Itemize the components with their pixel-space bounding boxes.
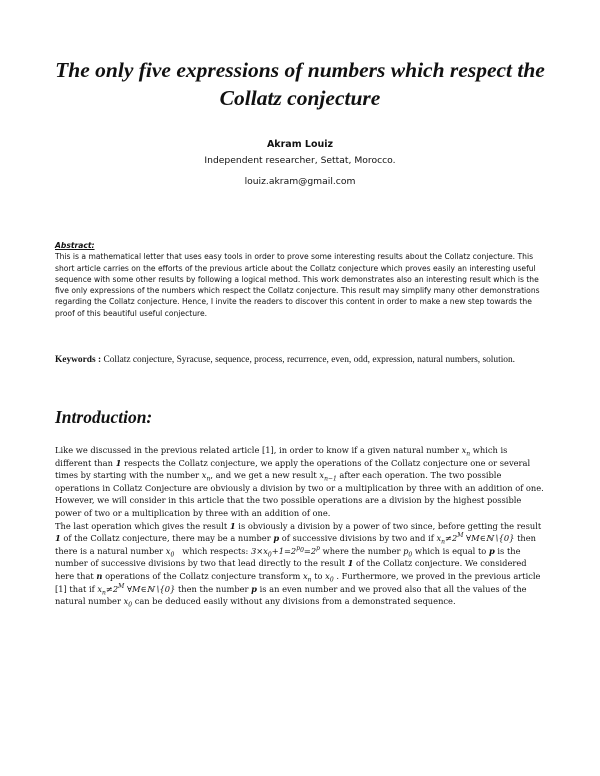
math-p-zero: $p_0$ (403, 545, 413, 559)
intro-paragraph-2 (55, 520, 545, 608)
introduction-heading: Introduction: (55, 407, 153, 427)
text-segment: where the number (322, 545, 401, 556)
text-segment: of the Collatz conjecture. We considered here that (55, 558, 527, 581)
text-segment: an addition of one. (251, 507, 331, 518)
text-segment: then there is a natural number (55, 533, 536, 556)
math-n: n (96, 570, 103, 581)
abstract (55, 240, 545, 319)
math-x-zero: $x_0$ (165, 545, 175, 559)
intro-paragraph-1 (55, 444, 545, 520)
math-one: 1 (347, 558, 354, 569)
math-x-zero: $x_0$ (325, 570, 334, 584)
abstract-text: This is a mathematical letter that uses easy tools in order to prove some interesting results about the Collatz conjecture. This short article carries on the efforts of the previous article about the Collatz conjecture which proves easily an interesting useful sequence with some other results by following a logical method. This work demonstrates also an interesting result which is the five only expressions of the numbers which respect the Collatz conjecture. This result may simplify many other demonstrations regarding the Collatz conjecture. Hence, I invite the readers to discover this content in order to make a new step towards the proof of this beautiful useful conjecture. (55, 252, 540, 318)
math-one: 1 (229, 520, 236, 531)
keywords-text: Collatz conjecture, Syracuse, sequence, process, recurrence, even, odd, expression, natural numbers, solution. (103, 355, 516, 365)
text-segment: respects the Collatz conjecture, we apply the operations of the Collatz (124, 457, 421, 468)
text-segment: operations of the Collatz conjecture (105, 570, 256, 581)
keywords-label: Keywords : (55, 355, 102, 365)
math-x-n: $x_n$ (302, 570, 312, 584)
author-affiliation: Independent researcher, Settat, Morocco. (204, 155, 396, 166)
math-x-n: $x_n$ (461, 445, 471, 458)
text-segment: getting the result (467, 520, 542, 531)
text-segment: to the result (293, 558, 345, 569)
author-block (100, 137, 500, 189)
text-segment: transform (258, 570, 301, 581)
math-p: p (251, 583, 257, 594)
text-segment: is the number of successive divisions by two that lead directly (55, 545, 521, 569)
text-segment: is obviously a division by a power of two since, before (238, 520, 466, 531)
author-name: Akram Louiz (266, 139, 334, 150)
math-condition: $x_n\ne 2^M$ ∀M∈ℕ∖{0} (97, 582, 176, 597)
text-segment: of successive divisions by two (281, 533, 408, 544)
text-segment: operation. The two possible operations in Collatz Conjecture are obviously a division by two or a (55, 470, 502, 493)
math-one: 1 (55, 533, 61, 544)
math-x-n-minus-1: $x_{n-1}$ (319, 470, 337, 483)
text-segment: multiplication by three with an addition of one. However, we will consider in this article that the two (55, 482, 544, 506)
text-segment: which is equal to (414, 545, 487, 556)
text-segment: . Furthermore, we proved in the previous article [1] that if (55, 570, 541, 594)
math-p: p (488, 545, 495, 556)
introduction-body (55, 444, 545, 608)
math-equation: $3\times x_0+1=2^{p_0}=2^p$ (251, 544, 320, 559)
text-segment: to (314, 570, 323, 581)
text-segment: The last operation which gives the result (55, 520, 228, 531)
text-segment: of the Collatz conjecture, there may be a number (63, 533, 271, 544)
text-segment: after each (339, 470, 383, 481)
text-segment: then the number (177, 583, 249, 594)
paper-title: The only five expressions of numbers which respect the Collatz conjecture (55, 58, 545, 110)
abstract-label: Abstract: (55, 241, 95, 250)
keywords (55, 352, 545, 368)
text-segment: is an even number and we proved also that all the values of the natural number (55, 583, 527, 607)
math-p: p (273, 533, 280, 544)
text-segment: and if (409, 533, 434, 544)
text-segment: which respects: (182, 545, 249, 556)
author-email[interactable]: louiz.akram@gmail.com (244, 176, 356, 187)
text-segment: conjecture one or several times by starting with the number (55, 457, 531, 481)
math-one: 1 (115, 457, 122, 468)
text-segment: which is different than (55, 445, 508, 468)
text-segment: Like we discussed in the previous related article [1], in order to know if a given natural number (55, 445, 459, 455)
text-segment: , and we get a new result (210, 470, 317, 481)
math-x-n: $x_n$ (201, 470, 211, 483)
math-condition: $x_n\ne 2^M$ ∀M∈ℕ∖{0} (436, 532, 515, 546)
math-x-zero: $x_0$ (123, 596, 133, 609)
text-segment: possible operations are a division by the highest possible power of two or a multiplication by three with (55, 495, 522, 518)
text-segment: can be deduced easily without any divisions from a demonstrated sequence. (134, 596, 456, 607)
